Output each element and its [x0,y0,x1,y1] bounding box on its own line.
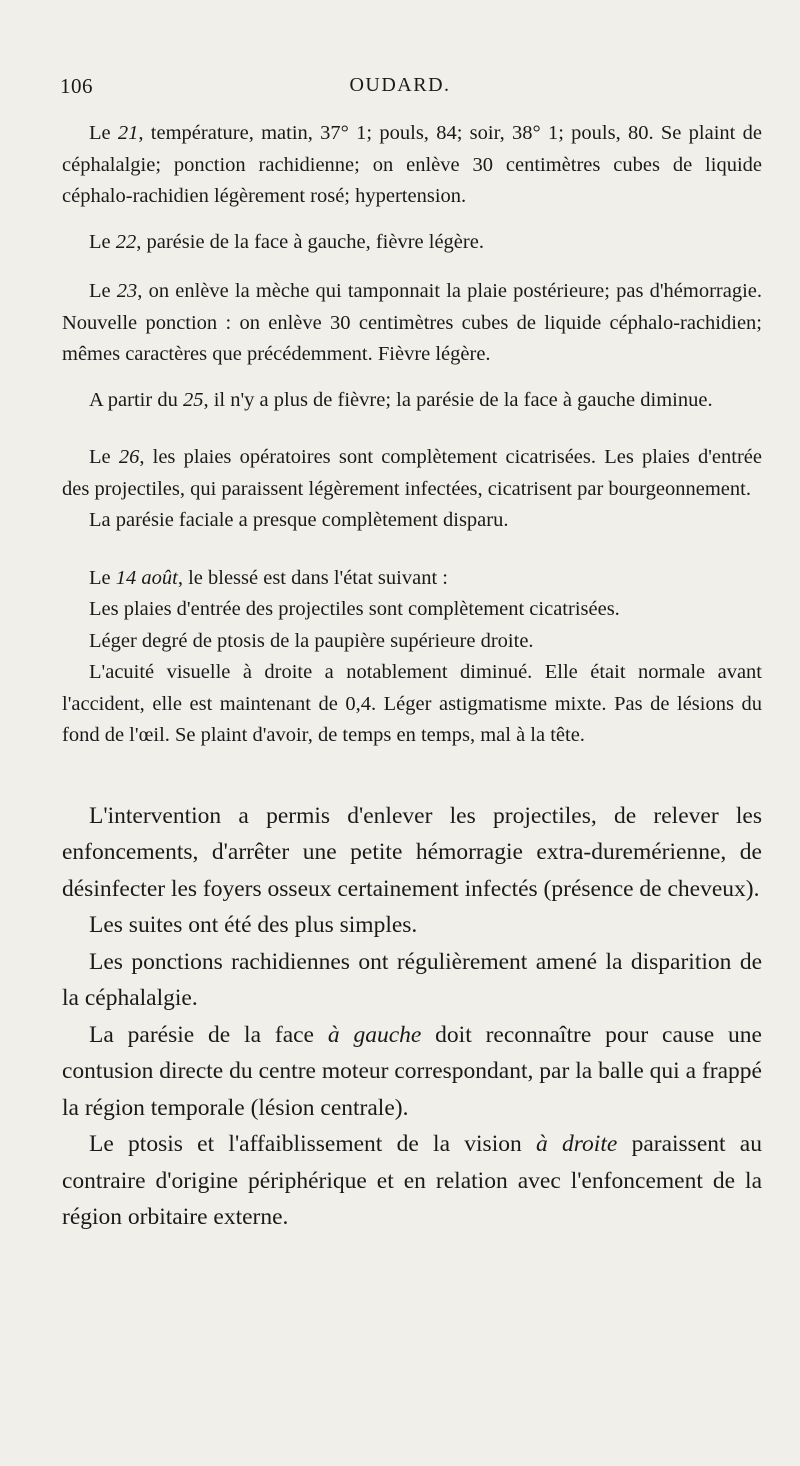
paragraph-ponctions: Les ponctions rachidiennes ont régulièrement amené la disparition de la céphalalgie. [62,948,762,1011]
paragraph-14-aout: Le 14 août, le blessé est dans l'état suivant : [89,566,448,589]
paragraph-suites: Les suites ont été des plus simples. [89,912,418,938]
page-number: 106 [60,74,93,98]
page-header [60,74,740,104]
paragraph-day-23: Le 23, on enlève la mèche qui tamponnait la plaie postérieure; pas d'hémorragie. Nouvelle ponction : on enlève 30 centimètres cubes de liquide céphalo-rachidien; mêmes caractères que précédemment. Fièvre légère. [62,280,762,365]
paragraph-day-25: A partir du 25, il n'y a plus de fièvre; la parésie de la face à gauche diminue. [89,388,713,411]
paragraph-paresie-gauche: La parésie de la face à gauche doit reconnaître pour cause une contusion directe du centre moteur correspondant, par la balle qui a frappé la région temporale (lésion centrale). [62,1021,762,1121]
paragraph-day-21: Le 21, température, matin, 37° 1; pouls, 84; soir, 38° 1; pouls, 80. Se plaint de céphalalgie; ponction rachidienne; on enlève 30 centimètres cubes de liquide céphalo-rachidien légèrement rosé; hypertension. [62,122,762,207]
paragraph-plaies-entree: Les plaies d'entrée des projectiles sont complètement cicatrisées. [89,598,620,620]
paragraph-ptosis-droite: Le ptosis et l'affaiblissement de la vision à droite paraissent au contraire d'origine périphérique et en relation avec l'enfoncement de la région orbitaire externe. [62,1131,762,1230]
paragraph-day-22: Le 22, parésie de la face à gauche, fièvre légère. [89,230,484,253]
paragraph-ptosis: Léger degré de ptosis de la paupière supérieure droite. [89,629,534,652]
paragraph-acuite-visuelle: L'acuité visuelle à droite a notablement diminué. Elle était normale avant l'accident, elle est maintenant de 0,4. Léger astigmatisme mixte. Pas de lésions du fond de l'œil. Se plaint d'avoir, de temps en temps, mal à la tête. [62,661,762,746]
paragraph-paresie-faciale: La parésie faciale a presque complètement disparu. [89,509,509,531]
paragraph-intervention: L'intervention a permis d'enlever les projectiles, de relever les enfoncements, d'arrêter une petite hémorragie extra-duremérienne, de désinfecter les foyers osseux certainement infectés (présence de cheveux). [62,802,762,902]
body-text [62,118,762,1236]
running-head: OUDARD. [349,74,451,96]
paragraph-day-26: Le 26, les plaies opératoires sont complètement cicatrisées. Les plaies d'entrée des projectiles, qui paraissent légèrement infectées, cicatrisent par bourgeonnement. [62,446,762,500]
